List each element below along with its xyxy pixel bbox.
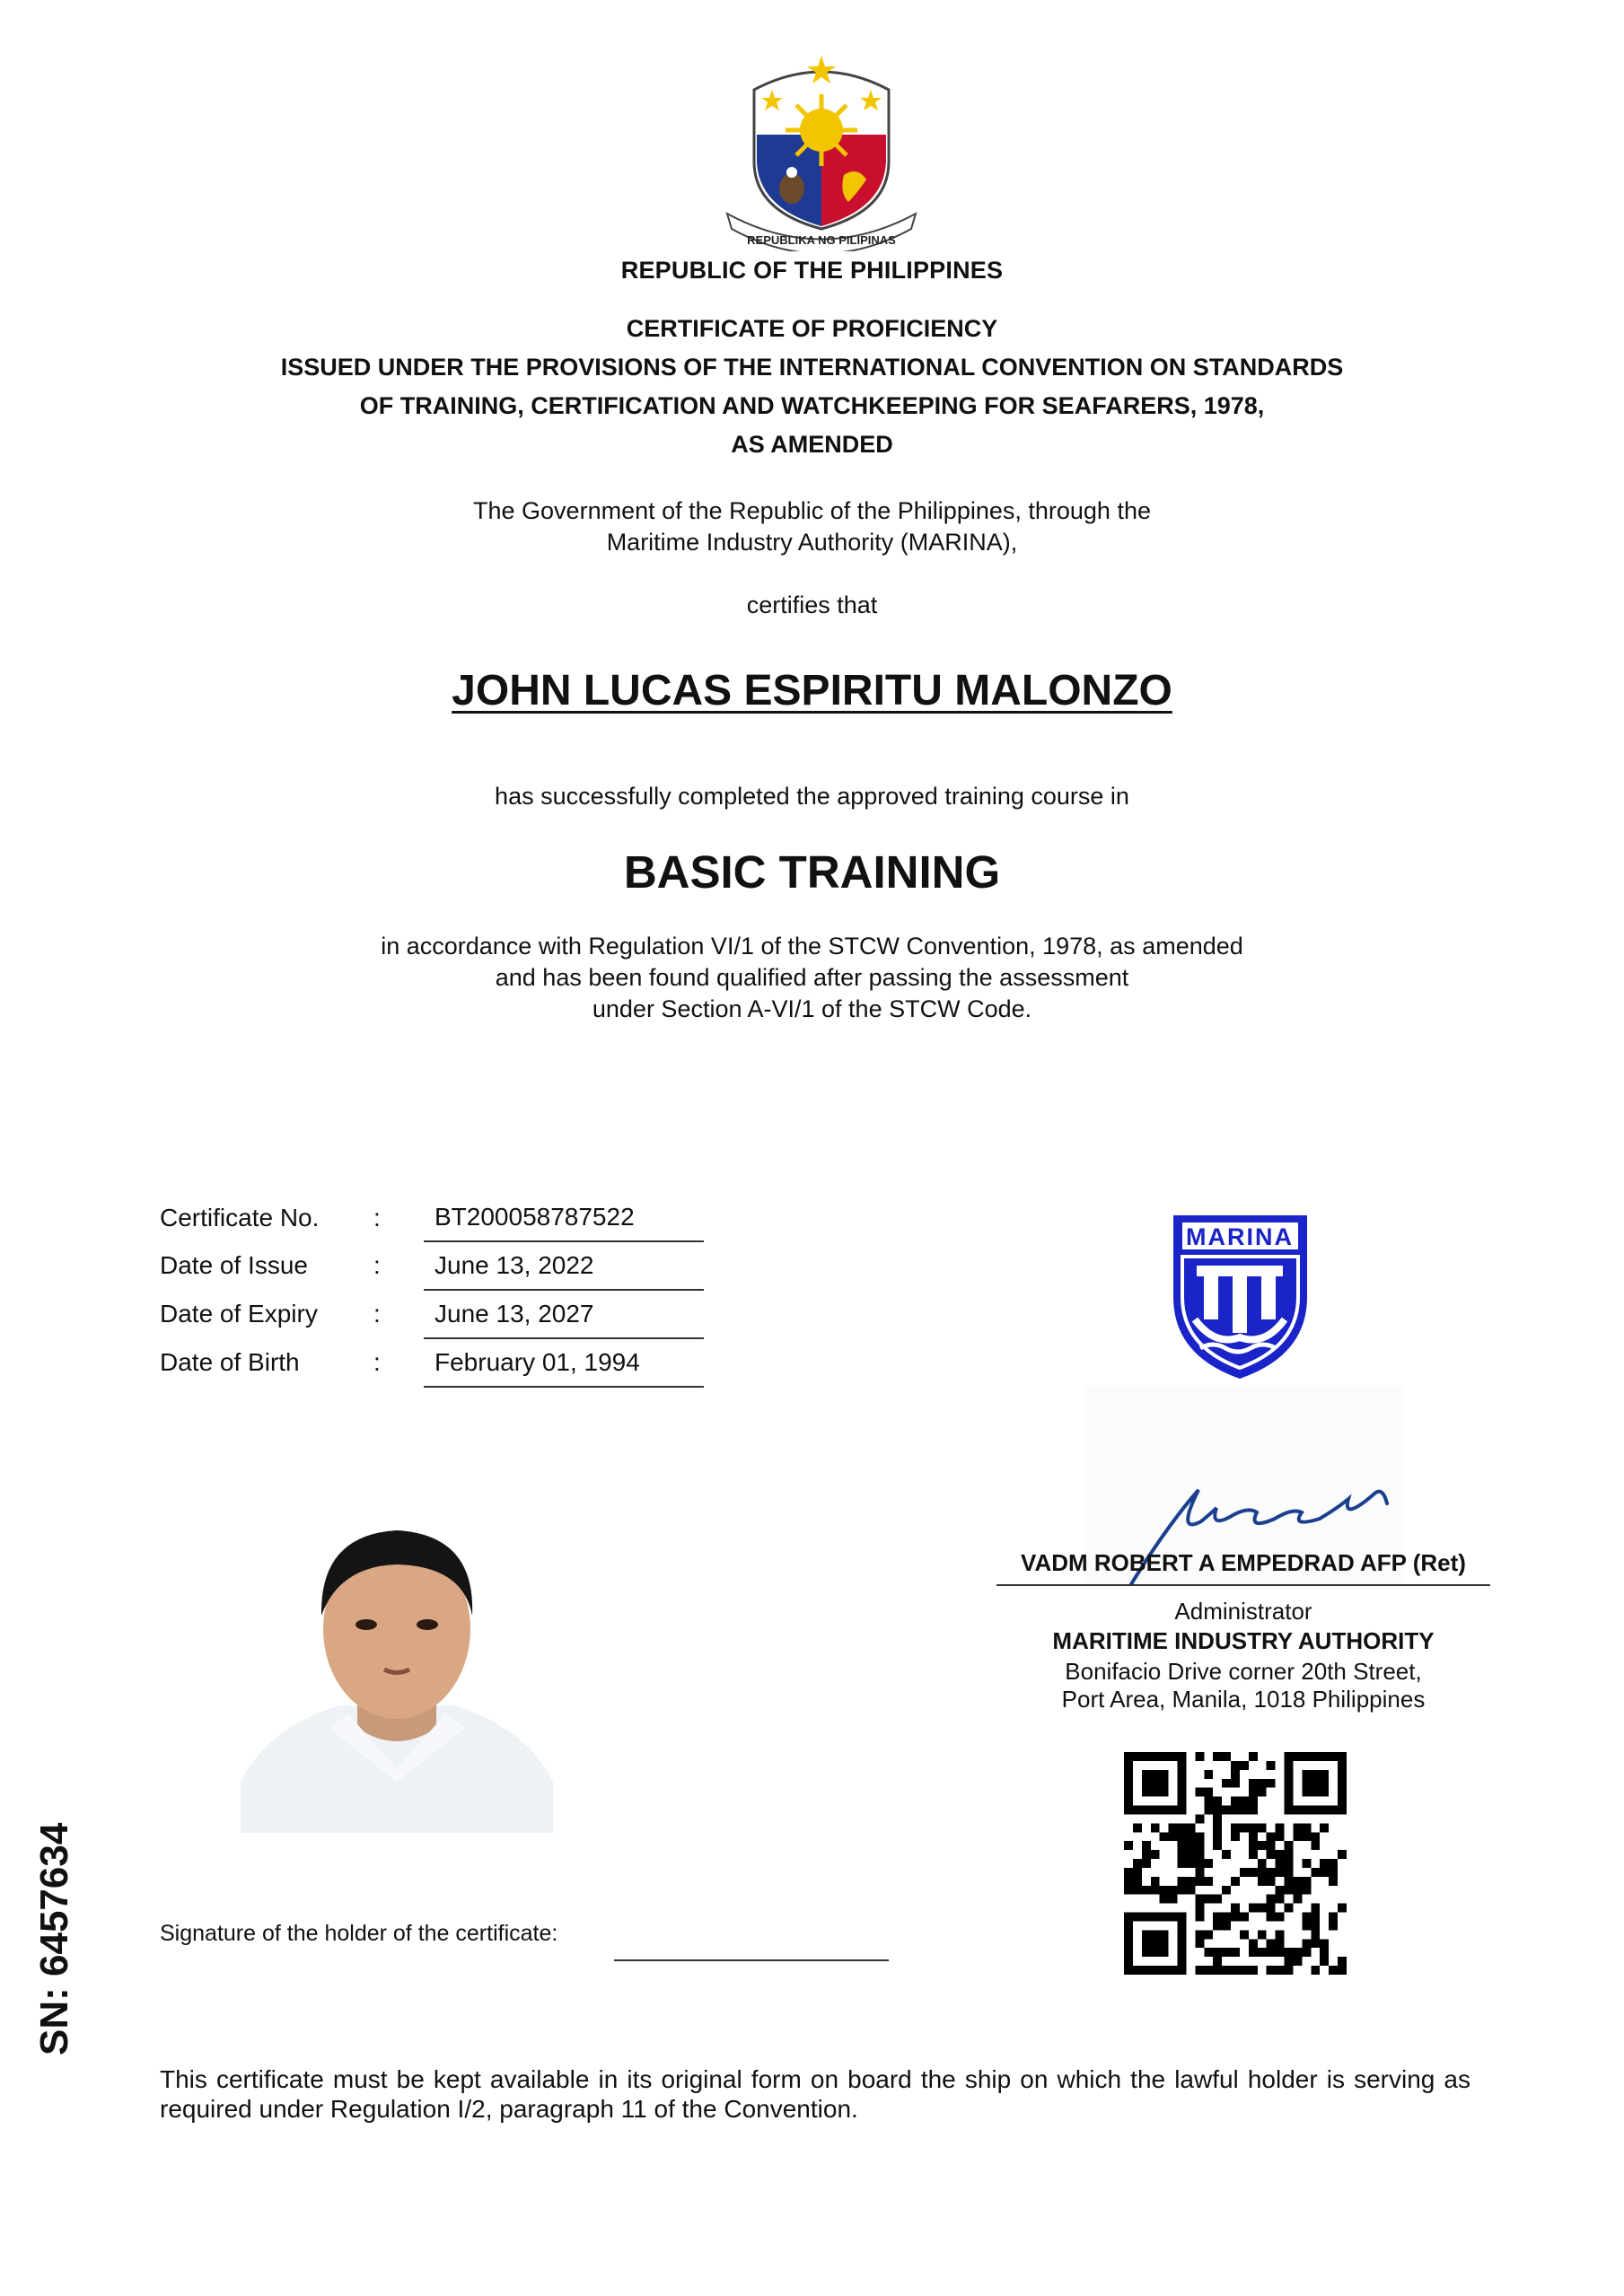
- country-heading: REPUBLIC OF THE PHILIPPINES: [620, 257, 1004, 284]
- title-line: OF TRAINING, CERTIFICATION AND WATCHKEEPING FOR SEAFARERS, 1978,: [359, 392, 1265, 419]
- intro-line: Maritime Industry Authority (MARINA),: [606, 529, 1018, 556]
- address-line: Bonifacio Drive corner 20th Street,: [1065, 1658, 1422, 1685]
- footer-notice: This certificate must be kept available in its original form on board the ship on which the lawful holder is serving as required under Regulation I/2, paragraph 11 of the Convention.: [160, 2065, 1470, 2123]
- holder-signature-line: [614, 1959, 889, 1961]
- detail-row: [160, 1338, 704, 1387]
- detail-row: [160, 1194, 704, 1241]
- marina-logo: [1170, 1212, 1311, 1382]
- intro-line: The Government of the Republic of the Philippines, through the: [473, 497, 1151, 524]
- certificate-title: [0, 310, 1624, 464]
- detail-label: Certificate No.: [160, 1203, 320, 1231]
- administrator-title: Administrator: [1174, 1598, 1312, 1625]
- expiry-date: June 13, 2027: [424, 1290, 704, 1338]
- detail-label: Date of Birth: [160, 1348, 300, 1376]
- holder-name: [0, 666, 1624, 715]
- detail-separator: :: [373, 1300, 381, 1328]
- intro-text: [0, 495, 1624, 558]
- certifies-text: certifies that: [746, 592, 878, 618]
- birth-date: February 01, 1994: [424, 1338, 704, 1387]
- completion-text: has successfully completed the approved training course in: [495, 783, 1129, 810]
- detail-label: Date of Expiry: [160, 1300, 318, 1328]
- detail-separator: :: [373, 1251, 381, 1279]
- certificate-number: BT200058787522: [424, 1194, 704, 1241]
- address-line: Port Area, Manila, 1018 Philippines: [1061, 1686, 1426, 1713]
- seal-banner: REPUBLIKA NG PILIPINAS: [747, 233, 896, 247]
- marina-logo-text: MARINA: [1186, 1223, 1294, 1250]
- issue-date: June 13, 2022: [424, 1241, 704, 1290]
- organization-name: MARITIME INDUSTRY AUTHORITY: [1052, 1627, 1435, 1654]
- certificate-details: [160, 1194, 704, 1388]
- detail-row: [160, 1290, 704, 1338]
- qr-code: [1124, 1752, 1347, 1975]
- title-line: AS AMENDED: [731, 431, 893, 458]
- title-line: ISSUED UNDER THE PROVISIONS OF THE INTERNATIONAL CONVENTION ON STANDARDS: [280, 354, 1344, 381]
- detail-separator: :: [373, 1203, 381, 1231]
- coat-of-arms-seal: [718, 54, 925, 251]
- course-title: BASIC TRAINING: [623, 846, 1001, 898]
- serial-number: SN: 6457634: [32, 1822, 76, 2055]
- regulation-line: under Section A-VI/1 of the STCW Code.: [592, 995, 1032, 1022]
- regulation-line: in accordance with Regulation VI/1 of the STCW Convention, 1978, as amended: [381, 933, 1243, 960]
- administrator-name: VADM ROBERT A EMPEDRAD AFP (Ret): [1021, 1549, 1466, 1576]
- holder-signature-label: Signature of the holder of the certificate:: [160, 1921, 558, 1946]
- holder-name-text: JOHN LUCAS ESPIRITU MALONZO: [452, 667, 1172, 714]
- administrator-signature-line: [996, 1584, 1490, 1586]
- title-line: CERTIFICATE OF PROFICIENCY: [626, 315, 998, 342]
- regulation-text: [0, 931, 1624, 1025]
- detail-label: Date of Issue: [160, 1251, 308, 1279]
- regulation-line: and has been found qualified after passing the assessment: [495, 964, 1129, 991]
- detail-separator: :: [373, 1348, 381, 1376]
- detail-row: [160, 1241, 704, 1290]
- holder-photo: [241, 1512, 553, 1833]
